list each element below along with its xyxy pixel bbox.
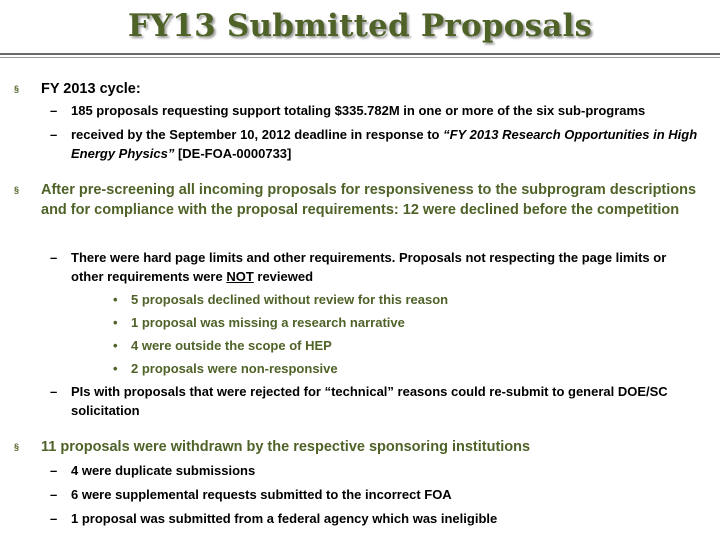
sub-bullet-incorrect-foa — [50, 485, 700, 504]
sub-bullet-text — [71, 248, 700, 286]
dot-marker: • — [113, 292, 118, 307]
title-divider — [0, 53, 720, 55]
dash-marker: – — [50, 487, 58, 502]
dot-item — [113, 336, 673, 355]
dot-text: 5 proposals declined without review for this reason — [131, 292, 449, 307]
bullet-text: FY 2013 cycle: — [41, 81, 141, 97]
dot-marker: • — [113, 361, 118, 376]
dot-text: 1 proposal was missing a research narrative — [131, 315, 405, 330]
bullet-marker: § — [14, 442, 20, 452]
bullet-withdrawn — [14, 437, 714, 457]
dash-marker: – — [50, 511, 58, 526]
dot-item — [113, 313, 673, 332]
dash-marker: – — [50, 250, 58, 265]
foa-title: “FY 2013 Research Opportunities in High Energy Physics” — [71, 127, 698, 161]
sub-bullet-text: PIs with proposals that were rejected for “technical” reasons could re-submit to general DOE/SC solicitation — [71, 384, 668, 418]
bullet-marker: § — [14, 185, 20, 195]
dot-item — [113, 290, 673, 309]
dash-marker: – — [50, 127, 58, 142]
title-divider-thin — [0, 57, 720, 58]
sub-bullet-text: 1 proposal was submitted from a federal agency which was ineligible — [71, 511, 498, 526]
sub-bullet-federal-agency — [50, 509, 700, 528]
dot-text: 4 were outside the scope of HEP — [131, 338, 332, 353]
bullet-fy2013-cycle — [14, 79, 714, 99]
bullet-prescreening — [14, 180, 714, 220]
sub-bullet-text: 4 were duplicate submissions — [71, 463, 256, 478]
dot-text: 2 proposals were non-responsive — [131, 361, 338, 376]
not-emphasis: NOT — [226, 269, 254, 284]
sub-bullet-text: 185 proposals requesting support totaling $335.782M in one or more of the six sub-programs — [71, 103, 646, 118]
slide-title: FY13 Submitted Proposals — [127, 8, 593, 44]
dot-marker: • — [113, 315, 118, 330]
sub-bullet-duplicates — [50, 461, 700, 480]
dash-marker: – — [50, 103, 58, 118]
reviewed-text: reviewed — [253, 269, 314, 284]
bullet-text: After pre-screening all incoming proposals for responsiveness to the subprogram descriptions and for compliance with the proposal requirements: 12 were declined before the competition — [41, 182, 697, 218]
sub-bullet-text — [71, 125, 700, 163]
deadline-text: received by the September 10, 2012 deadline in response to — [71, 127, 444, 142]
foa-number: [DE-FOA-0000733] — [174, 146, 292, 161]
page-limits-text: There were hard page limits and other requirements. Proposals not respecting the page limits or other requirements were — [71, 250, 667, 284]
dot-marker: • — [113, 338, 118, 353]
sub-bullet-proposals-requested — [50, 101, 700, 120]
sub-bullet-text: 6 were supplemental requests submitted to the incorrect FOA — [71, 487, 452, 502]
sub-bullet-deadline — [50, 125, 700, 163]
dash-marker: – — [50, 384, 58, 399]
sub-bullet-resubmit — [50, 382, 700, 420]
dot-item — [113, 359, 673, 378]
dash-marker: – — [50, 463, 58, 478]
sub-bullet-page-limits — [50, 248, 700, 286]
bullet-marker: § — [14, 84, 20, 94]
bullet-text: 11 proposals were withdrawn by the respective sponsoring institutions — [41, 439, 531, 455]
